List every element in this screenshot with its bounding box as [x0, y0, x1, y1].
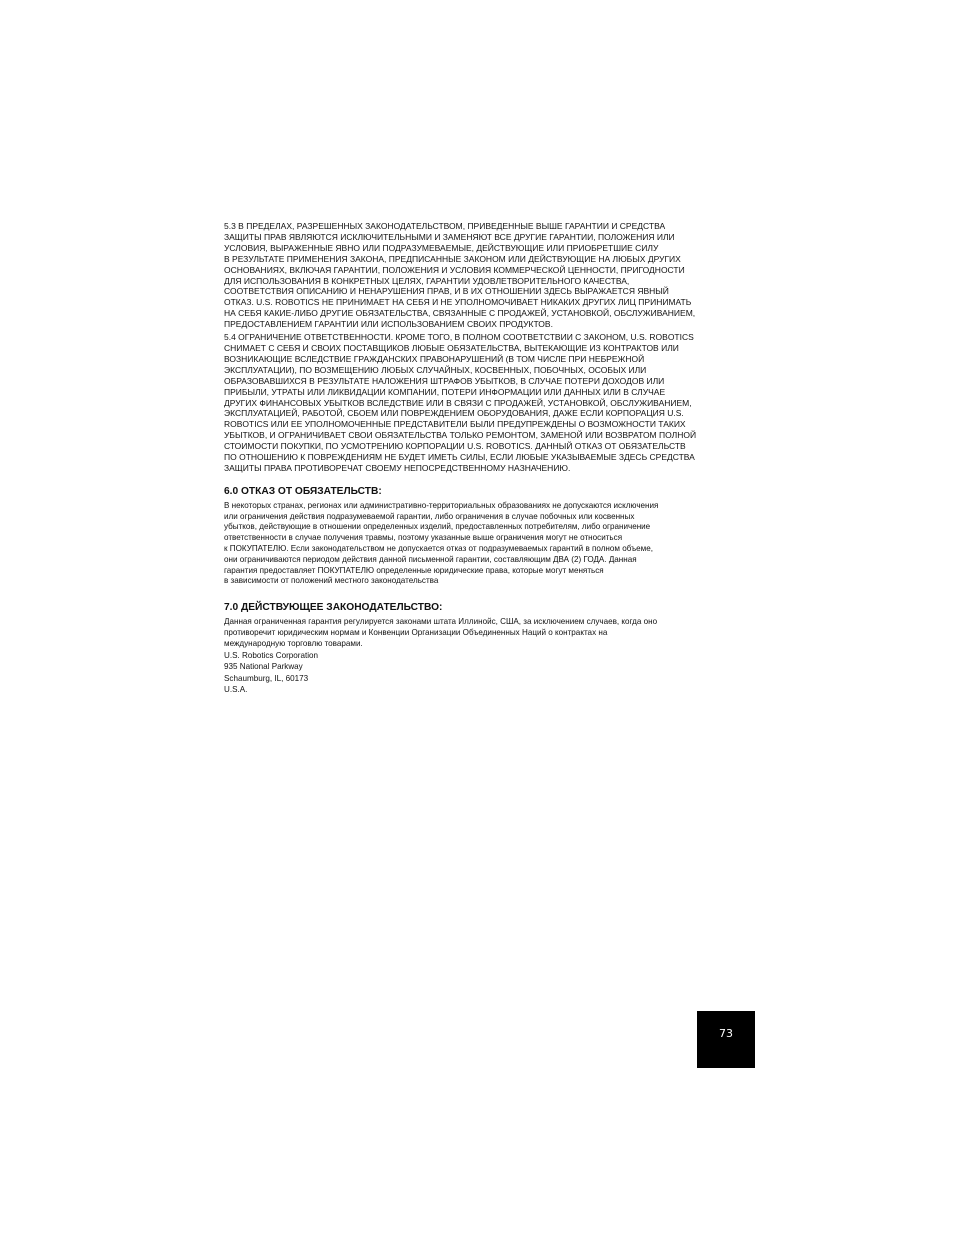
section-5-3-paragraph: 5.3 В ПРЕДЕЛАХ, РАЗРЕШЕННЫХ ЗАКОНОДАТЕЛЬСТВОМ, ПРИВЕДЕННЫЕ ВЫШЕ ГАРАНТИИ И СРЕДСТВА ЗАЩИТЫ ПРАВ ЯВЛЯЮТСЯ ИСКЛЮЧИТЕЛЬНЫМИ И ЗАМЕНЯЮТ ВСЕ ДРУГИЕ ГАРАНТИИ, ПОЛОЖЕНИЯ ИЛИ УСЛОВИЯ, ВЫРАЖЕННЫЕ ЯВНО ИЛИ ПОДРАЗУМЕВАЕМЫЕ, ДЕЙСТВУЮЩИЕ ИЛИ ПРИОБРЕТШИЕ СИЛУ В РЕЗУЛЬТАТЕ ПРИМЕНЕНИЯ ЗАКОНА, ПРЕДПИСАННЫЕ ЗАКОНОМ ИЛИ ДЕЙСТВУЮЩИЕ НА ЛЮБЫХ ДРУГИХ ОСНОВАНИЯХ, ВКЛЮЧАЯ ГАРАНТИИ, ПОЛОЖЕНИЯ И УСЛОВИЯ КОММЕРЧЕСКОЙ ЦЕННОСТИ, ПРИГОДНОСТИ ДЛЯ ИСПОЛЬЗОВАНИЯ В КОНКРЕТНЫХ ЦЕЛЯХ, ГАРАНТИИ УДОВЛЕТВОРИТЕЛЬНОГО КАЧЕСТВА, СООТВЕТСТВИЯ ОПИСАНИЮ И НЕНАРУШЕНИЯ ПРАВ, И В ИХ ОТНОШЕНИИ ЗДЕСЬ ВЫРАЖАЕТСЯ ЯВНЫЙ ОТКАЗ. U.S. ROBOTICS НЕ ПРИНИМАЕТ НА СЕБЯ И НЕ УПОЛНОМОЧИВАЕТ НИКАКИХ ДРУГИХ ЛИЦ ПРИНИМАТЬ НА СЕБЯ КАКИЕ-ЛИБО ДРУГИЕ ОБЯЗАТЕЛЬСТВА, СВЯЗАННЫЕ С ПРОДАЖЕЙ, УСТАНОВКОЙ, ОБСЛУЖИВАНИЕМ, ПРЕДОСТАВЛЕНИЕМ ГАРАНТИИ ИЛИ ИСПОЛЬЗОВАНИЕМ СВОИХ ПРОДУКТОВ. [224, 221, 696, 330]
section-7-heading: 7.0 ДЕЙСТВУЮЩЕЕ ЗАКОНОДАТЕЛЬСТВО: [224, 602, 443, 614]
section-6-heading: 6.0 ОТКАЗ ОТ ОБЯЗАТЕЛЬСТВ: [224, 485, 382, 497]
document-body [224, 221, 730, 697]
address-line-country: U.S.A. [224, 685, 248, 695]
section-7-paragraph: Данная ограниченная гарантия регулируется законами штата Иллинойс, США, за исключением случаев, когда оно противоречит юридическим нормам и Конвенции Организации Объединенных Наций о контрактах на международную торговлю товарами. [224, 617, 658, 648]
address-line-street: 935 National Parkway [224, 662, 303, 672]
page-number: 73 [719, 1027, 733, 1040]
section-6-paragraph: В некоторых странах, регионах или административно-территориальных образованиях не допускаются исключения или ограничения действия подразумеваемой гарантии, либо ограничения в случае побочных или косвенных убытков, действующие в отношении определенных изделий, предоставленных потребителям, либо ограничение ответственности в случае получения травмы, поэтому указанные выше ограничения могут не относиться к ПОКУПАТЕЛЮ. Если законодательством не допускается отказ от подразумеваемых гарантий в полном объеме, они ограничиваются периодом действия данной письменной гарантии, составляющим ДВА (2) ГОДА. Данная гарантия предоставляет ПОКУПАТЕЛЮ определенные юридические права, которые могут меняться в зависимости от положений местного законодательства [224, 500, 659, 586]
address-line-company: U.S. Robotics Corporation [224, 650, 319, 660]
address-line-city: Schaumburg, IL, 60173 [224, 673, 309, 683]
page-number-badge [697, 1011, 755, 1068]
section-5-4-paragraph: 5.4 ОГРАНИЧЕНИЕ ОТВЕТСТВЕННОСТИ. КРОМЕ ТОГО, В ПОЛНОМ СООТВЕТСТВИИ С ЗАКОНОМ, U.S. ROBOTICS СНИМАЕТ С СЕБЯ И СВОИХ ПОСТАВЩИКОВ ЛЮБЫЕ ОБЯЗАТЕЛЬСТВА, ВЫТЕКАЮЩИЕ ИЗ КОНТРАКТОВ ИЛИ ВОЗНИКАЮЩИЕ ВСЛЕДСТВИЕ ГРАЖДАНСКИХ ПРАВОНАРУШЕНИЙ (В ТОМ ЧИСЛЕ ПРИ НЕБРЕЖНОЙ ЭКСПЛУАТАЦИИ), ПО ВОЗМЕЩЕНИЮ ЛЮБЫХ СЛУЧАЙНЫХ, КОСВЕННЫХ, ПОБОЧНЫХ, ОСОБЫХ ИЛИ ОБРАЗОВАВШИХСЯ В РЕЗУЛЬТАТЕ НАЛОЖЕНИЯ ШТРАФОВ УБЫТКОВ, В СЛУЧАЕ ПОТЕРИ ДОХОДОВ ИЛИ ПРИБЫЛИ, УТРАТЫ ИЛИ ЛИКВИДАЦИИ КОМПАНИИ, ПОТЕРИ ИНФОРМАЦИИ ИЛИ ДАННЫХ ИЛИ В СЛУЧАЕ ДРУГИХ ФИНАНСОВЫХ УБЫТКОВ ВСЛЕДСТВИЕ ИЛИ В СВЯЗИ С ПРОДАЖЕЙ, УСТАНОВКОЙ, ОБСЛУЖИВАНИЕМ, ЭКСПЛУАТАЦИЕЙ, РАБОТОЙ, СБОЕМ ИЛИ ПОВРЕЖДЕНИЕМ ОБОРУДОВАНИЯ, ДАЖЕ ЕСЛИ КОРПОРАЦИЯ U.S. ROBOTICS ИЛИ ЕЕ УПОЛНОМОЧЕННЫЕ ПРЕДСТАВИТЕЛИ БЫЛИ ПРЕДУПРЕЖДЕНЫ О ВОЗМОЖНОСТИ ТАКИХ УБЫТКОВ, И ОГРАНИЧИВАЕТ СВОИ ОБЯЗАТЕЛЬСТВА ТОЛЬКО РЕМОНТОМ, ЗАМЕНОЙ ИЛИ ВОЗВРАТОМ ПОЛНОЙ СТОИМОСТИ ПОКУПКИ, ПО УСМОТРЕНИЮ КОРПОРАЦИИ U.S. ROBOTICS. ДАННЫЙ ОТКАЗ ОТ ОБЯЗАТЕЛЬСТВ ПО ОТНОШЕНИЮ К ПОВРЕЖДЕНИЯМ НЕ БУДЕТ ИМЕТЬ СИЛЫ, ЕСЛИ ЛЮБЫЕ УКАЗЫВАЕМЫЕ ЗДЕСЬ СРЕДСТВА ЗАЩИТЫ ПРАВА ПРОТИВОРЕЧАТ СВОЕМУ НЕПОСРЕДСТВЕННОМУ НАЗНАЧЕНИЮ. [224, 332, 697, 473]
company-address [224, 651, 730, 696]
